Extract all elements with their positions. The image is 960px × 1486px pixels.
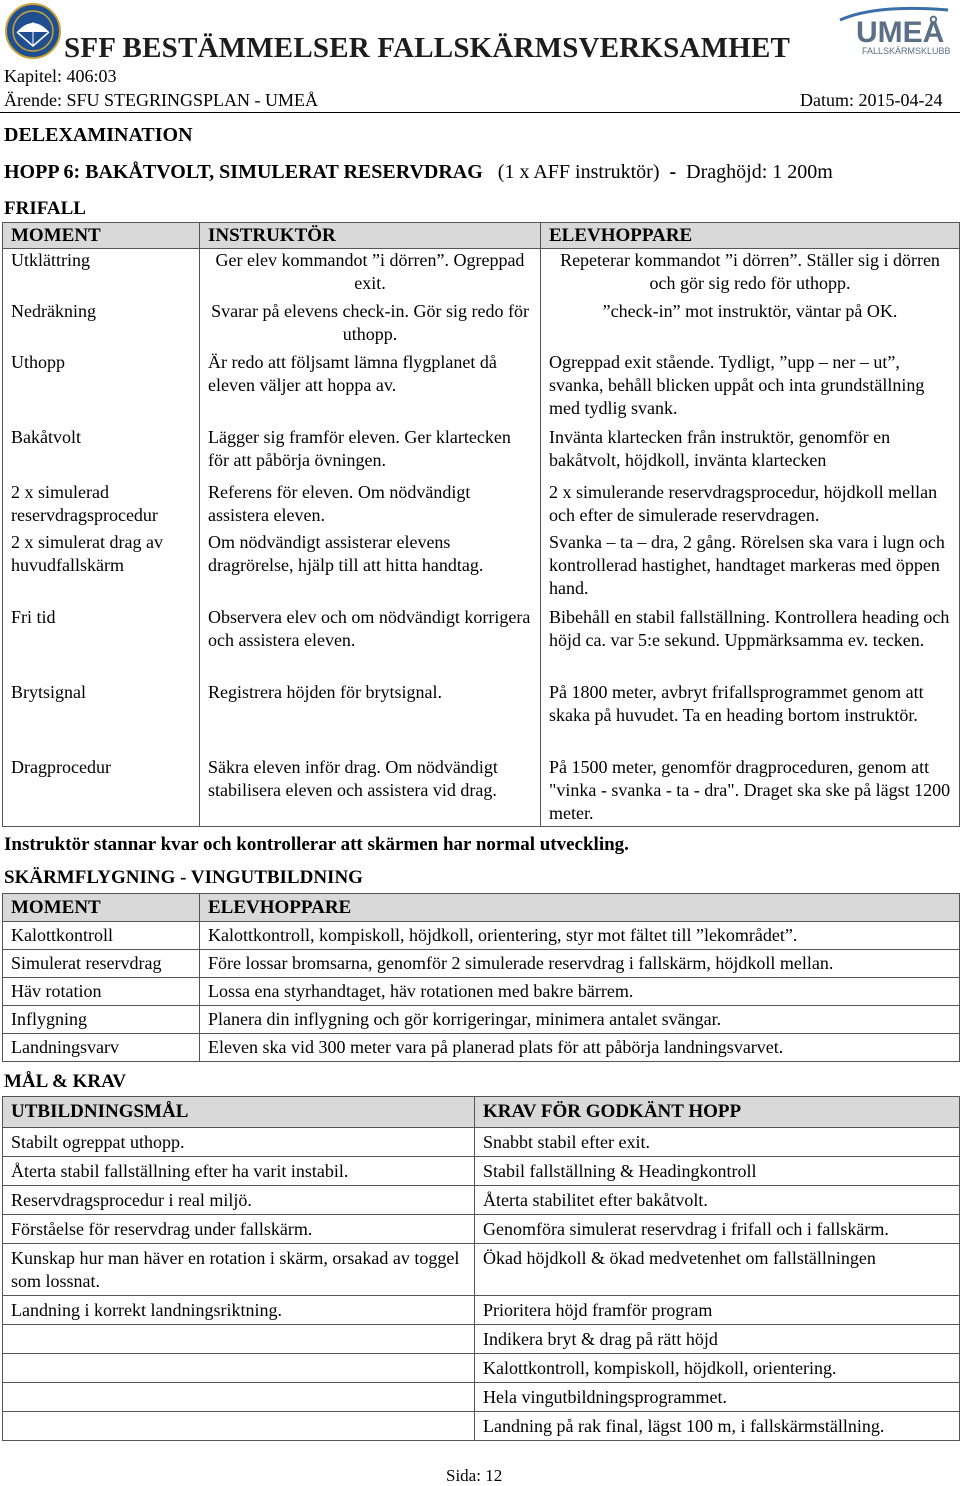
elev-cell: ”check-in” mot instruktör, väntar på OK. — [541, 300, 960, 351]
umea-swoosh-icon — [836, 4, 954, 56]
table-row — [3, 950, 960, 978]
table-row — [3, 922, 960, 950]
table-row — [3, 531, 960, 606]
instruktor-cell: Referens för eleven. Om nödvändigt assistera eleven. — [200, 481, 541, 531]
table-row — [3, 300, 960, 351]
instruktor-cell: Om nödvändigt assisterar elevens dragrörelse, hjälp till att hitta handtag. — [200, 531, 541, 606]
krav-cell: Landning på rak final, lägst 100 m, i fallskärmställning. — [475, 1412, 960, 1441]
column-header-instruktor: INSTRUKTÖR — [200, 223, 541, 249]
instructor-note: Instruktör stannar kvar och kontrollerar att skärmen har normal utveckling. — [4, 834, 629, 855]
table-row — [3, 681, 960, 756]
skarmflygning-table — [2, 893, 960, 1062]
elev-cell: Före lossar bromsarna, genomför 2 simulerade reservdrag i fallskärm, höjdkoll mellan. — [200, 950, 960, 978]
moment-cell: 2 x simulerad reservdragsprocedur — [3, 481, 200, 531]
skarmflygning-header-row — [3, 894, 960, 922]
umea-logo-text: UMEÅ — [856, 16, 945, 49]
elev-cell: Planera din inflygning och gör korrigeringar, minimera antalet svängar. — [200, 1006, 960, 1034]
elev-cell: Bibehåll en stabil fallställning. Kontrollera heading och höjd ca. var 5:e sekund. Uppmärksamma ev. tecken. — [541, 606, 960, 681]
mal-krav-heading: MÅL & KRAV — [4, 1071, 127, 1092]
mal-cell: Stabilt ogreppat uthopp. — [3, 1128, 475, 1157]
table-row — [3, 1128, 960, 1157]
table-row — [3, 249, 960, 301]
page-number: Sida: 12 — [446, 1466, 503, 1485]
table-row — [3, 1186, 960, 1215]
moment-cell: Nedräkning — [3, 300, 200, 351]
krav-cell: Indikera bryt & drag på rätt höjd — [475, 1325, 960, 1354]
moment-cell: 2 x simulerat drag av huvudfallskärm — [3, 531, 200, 606]
hopp-name: HOPP 6: BAKÅTVOLT, SIMULERAT RESERVDRAG — [4, 161, 483, 183]
column-header-utbildningsmal: UTBILDNINGSMÅL — [3, 1097, 475, 1128]
table-row — [3, 481, 960, 531]
header-divider — [0, 112, 960, 113]
table-row — [3, 1157, 960, 1186]
table-row — [3, 756, 960, 827]
delexamination-heading: DELEXAMINATION — [4, 124, 193, 146]
kapitel-label: Kapitel: 406:03 — [4, 66, 117, 86]
skarmflygning-heading: SKÄRMFLYGNING - VINGUTBILDNING — [4, 867, 363, 888]
hopp-dash: - — [669, 161, 677, 183]
hopp-detail: (1 x AFF instruktör) — [497, 161, 660, 183]
arende-label: Ärende: SFU STEGRINGSPLAN - UMEÅ — [4, 90, 318, 110]
umea-logo — [836, 4, 954, 56]
frifall-table — [2, 222, 960, 827]
column-header-moment: MOMENT — [3, 223, 200, 249]
mal-cell: Reservdragsprocedur i real miljö. — [3, 1186, 475, 1215]
elev-cell: Ogreppad exit stående. Tydligt, ”upp – ner – ut”, svanka, behåll blicken uppåt och inta grundställning med tydlig svank. — [541, 351, 960, 426]
column-header-moment: MOMENT — [3, 894, 200, 922]
moment-cell: Inflygning — [3, 1006, 200, 1034]
table-row — [3, 1412, 960, 1441]
elev-cell: Lossa ena styrhandtaget, häv rotationen med bakre bärrem. — [200, 978, 960, 1006]
moment-cell: Utklättring — [3, 249, 200, 301]
sff-logo-icon — [4, 2, 62, 60]
document-title: SFF BESTÄMMELSER FALLSKÄRMSVERKSAMHET — [64, 32, 791, 64]
krav-cell: Kalottkontroll, kompiskoll, höjdkoll, orientering. — [475, 1354, 960, 1383]
krav-cell: Snabbt stabil efter exit. — [475, 1128, 960, 1157]
mal-cell — [3, 1354, 475, 1383]
table-row — [3, 1244, 960, 1296]
table-row — [3, 1215, 960, 1244]
mal-krav-table — [2, 1096, 960, 1441]
column-header-elevhoppare: ELEVHOPPARE — [200, 894, 960, 922]
elev-cell: Repeterar kommandot ”i dörren”. Ställer sig i dörren och gör sig redo för uthopp. — [541, 249, 960, 301]
instruktor-cell: Svarar på elevens check-in. Gör sig redo för uthopp. — [200, 300, 541, 351]
moment-cell: Uthopp — [3, 351, 200, 426]
column-header-elevhoppare: ELEVHOPPARE — [541, 223, 960, 249]
table-row — [3, 1354, 960, 1383]
table-row — [3, 1383, 960, 1412]
moment-cell: Landningsvarv — [3, 1034, 200, 1062]
instruktor-cell: Lägger sig framför eleven. Ger klartecken för att påbörja övningen. — [200, 426, 541, 481]
elev-cell: På 1500 meter, genomför dragproceduren, genom att "vinka - svanka - ta - dra". Draget ska ske på lägst 1200 meter. — [541, 756, 960, 827]
elev-cell: Svanka – ta – dra, 2 gång. Rörelsen ska vara i lugn och kontrollerad hastighet, handtaget markeras med öppen hand. — [541, 531, 960, 606]
krav-cell: Prioritera höjd framför program — [475, 1296, 960, 1325]
instruktor-cell: Är redo att följsamt lämna flygplanet då eleven väljer att hoppa av. — [200, 351, 541, 426]
moment-cell: Brytsignal — [3, 681, 200, 756]
table-row — [3, 351, 960, 426]
datum-label: Datum: 2015-04-24 — [800, 90, 943, 110]
moment-cell: Kalottkontroll — [3, 922, 200, 950]
table-row — [3, 978, 960, 1006]
instruktor-cell: Säkra eleven inför drag. Om nödvändigt stabilisera eleven och assistera vid drag. — [200, 756, 541, 827]
elev-cell: Kalottkontroll, kompiskoll, höjdkoll, orientering, styr mot fältet till ”lekområdet”. — [200, 922, 960, 950]
moment-cell: Bakåtvolt — [3, 426, 200, 481]
hopp-title — [4, 161, 833, 184]
elev-cell: 2 x simulerande reservdragsprocedur, höjdkoll mellan och efter de simulerade reservdragen. — [541, 481, 960, 531]
frifall-heading: FRIFALL — [4, 198, 86, 219]
elev-cell: Eleven ska vid 300 meter vara på planerad plats för att påbörja landningsvarvet. — [200, 1034, 960, 1062]
table-row — [3, 1006, 960, 1034]
umea-logo-subtext: FALLSKÄRMSKLUBB — [862, 46, 951, 56]
krav-cell: Genomföra simulerat reservdrag i frifall och i fallskärm. — [475, 1215, 960, 1244]
hopp-height: Draghöjd: 1 200m — [686, 161, 833, 183]
moment-cell: Fri tid — [3, 606, 200, 681]
krav-cell: Stabil fallställning & Headingkontroll — [475, 1157, 960, 1186]
instruktor-cell: Registrera höjden för brytsignal. — [200, 681, 541, 756]
frifall-header-row — [3, 223, 960, 249]
column-header-krav: KRAV FÖR GODKÄNT HOPP — [475, 1097, 960, 1128]
mal-krav-header-row — [3, 1097, 960, 1128]
moment-cell: Dragprocedur — [3, 756, 200, 827]
mal-cell: Kunskap hur man häver en rotation i skärm, orsakad av toggel som lossnat. — [3, 1244, 475, 1296]
krav-cell: Ökad höjdkoll & ökad medvetenhet om fallställningen — [475, 1244, 960, 1296]
table-row — [3, 426, 960, 481]
table-row — [3, 606, 960, 681]
mal-cell: Förståelse för reservdrag under fallskärm. — [3, 1215, 475, 1244]
instruktor-cell: Observera elev och om nödvändigt korrigera och assistera eleven. — [200, 606, 541, 681]
table-row — [3, 1325, 960, 1354]
krav-cell: Hela vingutbildningsprogrammet. — [475, 1383, 960, 1412]
mal-cell — [3, 1383, 475, 1412]
mal-cell — [3, 1325, 475, 1354]
krav-cell: Återta stabilitet efter bakåtvolt. — [475, 1186, 960, 1215]
mal-cell — [3, 1412, 475, 1441]
table-row — [3, 1034, 960, 1062]
moment-cell: Simulerat reservdrag — [3, 950, 200, 978]
moment-cell: Häv rotation — [3, 978, 200, 1006]
instruktor-cell: Ger elev kommandot ”i dörren”. Ogreppad exit. — [200, 249, 541, 301]
elev-cell: Invänta klartecken från instruktör, genomför en bakåtvolt, höjdkoll, invänta klartecken — [541, 426, 960, 481]
mal-cell: Landning i korrekt landningsriktning. — [3, 1296, 475, 1325]
elev-cell: På 1800 meter, avbryt frifallsprogrammet genom att skaka på huvudet. Ta en heading bortom instruktör. — [541, 681, 960, 756]
mal-cell: Återta stabil fallställning efter ha varit instabil. — [3, 1157, 475, 1186]
table-row — [3, 1296, 960, 1325]
